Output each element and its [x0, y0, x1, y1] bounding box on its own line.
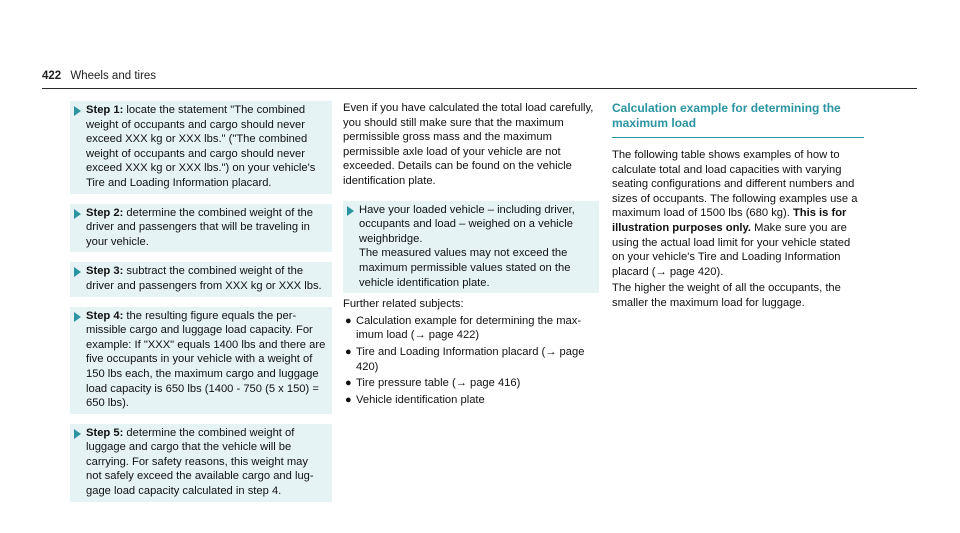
occupant-weight-paragraph: The higher the weight of all the occupants, the smaller the maximum load for luggage. [612, 282, 841, 309]
related-subjects-list [343, 314, 599, 408]
step-5 [70, 424, 332, 502]
step-label: Step 3: [86, 265, 124, 278]
bullet-dot-icon: ● [345, 314, 352, 327]
play-arrow-icon [70, 265, 84, 279]
page-number: 422 [42, 70, 62, 82]
step-text: determine the combined weight of the driver and passengers that will be traveling in your vehicle. [86, 206, 313, 248]
step-2 [70, 204, 332, 253]
step-label: Step 1: [86, 104, 124, 116]
page-header [42, 70, 156, 82]
play-arrow-icon [70, 104, 84, 118]
header-divider [42, 88, 917, 89]
list-item[interactable] [343, 314, 599, 343]
step-result: The measured values may not exceed the maximum permissible values stated on the vehicle identification plate. [359, 247, 571, 289]
step-4 [70, 307, 332, 414]
further-label: Further related subjects: [343, 298, 464, 311]
column-steps [70, 101, 332, 512]
weighbridge-step [343, 201, 599, 294]
step-1 [70, 101, 332, 194]
bullet-dot-icon: ● [345, 393, 352, 406]
emphasis-text: This is for illustration purposes only. [612, 207, 847, 234]
paragraph-text: Make sure you are using the actual load limit for your vehicle stated on your vehicle's Tire and Loading Information placard (→ page 420). [612, 221, 851, 278]
calculation-heading: Calculation example for determining the maximum load [612, 101, 864, 138]
play-arrow-icon [343, 204, 357, 218]
play-arrow-icon [70, 207, 84, 221]
paragraph-text: The following table shows examples of how to calculate total and load capacities with varying seating configurations and different numbers and sizes of occupants. The following examples use a maximum load of 1500 lbs (680 kg). [612, 149, 858, 220]
list-item[interactable] [343, 393, 599, 408]
step-label: Step 5: [86, 426, 124, 439]
list-item[interactable] [343, 376, 599, 391]
calculation-paragraph [612, 148, 864, 279]
play-arrow-icon [70, 427, 84, 441]
step-text: locate the statement "The combined weight of occupants and cargo should never exceed XXX kg or XXX lbs." ("The combined weight of occupants and cargo should never exceed XXX kg or XXX lbs.") on your vehicle's Tire and Loading Information placard. [86, 104, 316, 189]
list-item[interactable] [343, 345, 599, 374]
step-3 [70, 262, 332, 296]
related-link[interactable]: Calculation example for determining the maximum load (→ page 422) [356, 314, 582, 342]
section-title: Wheels and tires [70, 70, 157, 82]
step-text: the resulting figure equals the permissible cargo and luggage load capacity. For example: If "XXX" equals 1400 lbs and there are five occupants in your vehicle with a weight of 150 lbs each, the maximum cargo and luggage load capacity is 650 lbs (1400 - 750 (5 x 150) = 650 lbs). [86, 309, 326, 410]
related-link[interactable]: Tire pressure table (→ page 416) [356, 377, 521, 390]
play-arrow-icon [70, 310, 84, 324]
column-calculation [612, 101, 864, 313]
step-text: Have your loaded vehicle – including driver, occupants and load – weighed on a vehicle weighbridge. [359, 203, 575, 245]
step-text: determine the combined weight of luggage and cargo that the vehicle will be carrying. For safety reasons, this weight may not safely exceed the available cargo and luggage load capacity calculated in step 4. [86, 426, 314, 498]
bullet-dot-icon: ● [345, 345, 352, 358]
bullet-dot-icon: ● [345, 377, 352, 390]
column-load-check [343, 101, 599, 409]
step-label: Step 4: [86, 309, 124, 322]
intro-paragraph: Even if you have calculated the total load carefully, you should still make sure that the maximum permissible gross mass and the maximum permissible axle load of your vehicle are not exceeded. Details can be found on the vehicle identification plate. [343, 102, 594, 187]
related-link[interactable]: Vehicle identification plate [356, 393, 485, 406]
related-link[interactable]: Tire and Loading Information placard (→ page 420) [356, 345, 585, 373]
step-text: subtract the combined weight of the driver and passengers from XXX kg or XXX lbs. [86, 265, 322, 292]
step-label: Step 2: [86, 206, 124, 219]
